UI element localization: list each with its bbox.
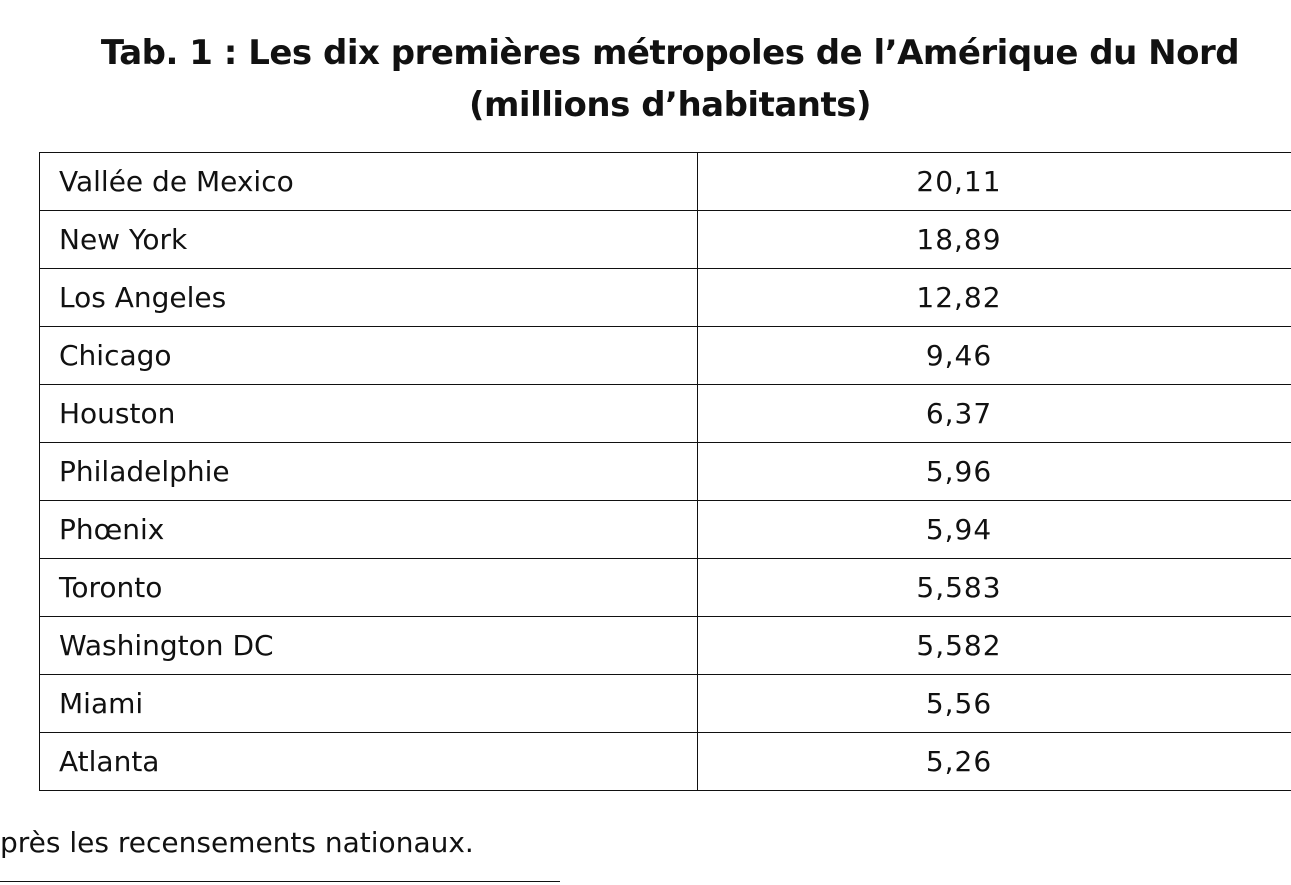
city-name: Vallée de Mexico xyxy=(40,153,698,211)
city-name: Houston xyxy=(40,385,698,443)
population-value: 6,37 xyxy=(698,385,1291,443)
footnote-divider xyxy=(0,881,560,882)
table-row xyxy=(40,385,1291,443)
table-row xyxy=(40,559,1291,617)
table-row xyxy=(40,501,1291,559)
population-value: 5,26 xyxy=(698,733,1291,791)
population-value: 20,11 xyxy=(698,153,1291,211)
population-value: 5,583 xyxy=(698,559,1291,617)
table-row xyxy=(40,153,1291,211)
table-title: Tab. 1 : Les dix premières métropoles de l’Amérique du Nord xyxy=(100,33,1240,73)
table-row xyxy=(40,269,1291,327)
city-name: Atlanta xyxy=(40,733,698,791)
city-name: Chicago xyxy=(40,327,698,385)
table-row xyxy=(40,675,1291,733)
table-row xyxy=(40,327,1291,385)
population-value: 5,56 xyxy=(698,675,1291,733)
city-name: New York xyxy=(40,211,698,269)
population-value: 5,94 xyxy=(698,501,1291,559)
table-row xyxy=(40,733,1291,791)
city-name: Philadelphie xyxy=(40,443,698,501)
city-name: Los Angeles xyxy=(40,269,698,327)
table-row xyxy=(40,211,1291,269)
population-value: 5,96 xyxy=(698,443,1291,501)
table-row xyxy=(40,617,1291,675)
population-value: 18,89 xyxy=(698,211,1291,269)
population-value: 5,582 xyxy=(698,617,1291,675)
table-row xyxy=(40,443,1291,501)
population-value: 9,46 xyxy=(698,327,1291,385)
city-name: Toronto xyxy=(40,559,698,617)
city-name: Phœnix xyxy=(40,501,698,559)
metropolis-table xyxy=(39,152,1291,791)
table-subtitle: (millions d’habitants) xyxy=(468,85,872,125)
city-name: Miami xyxy=(40,675,698,733)
city-name: Washington DC xyxy=(40,617,698,675)
population-value: 12,82 xyxy=(698,269,1291,327)
source-note: près les recensements nationaux. xyxy=(0,826,474,859)
